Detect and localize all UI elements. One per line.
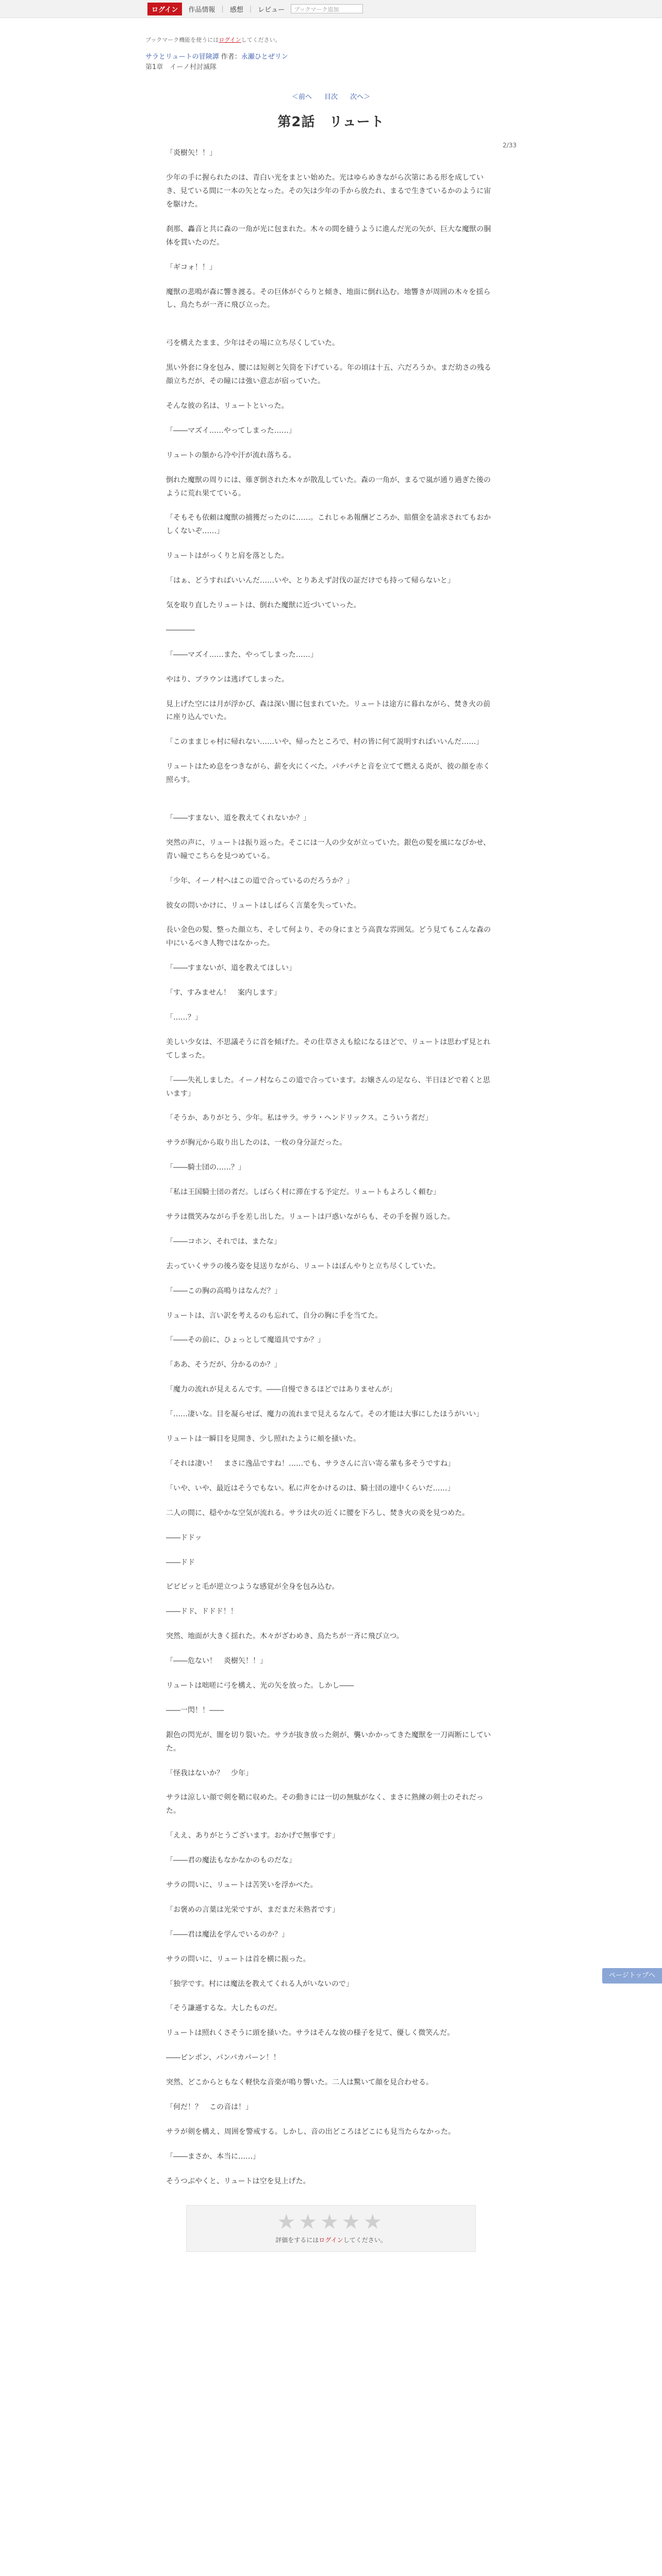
novel-paragraph: ――――	[166, 625, 195, 634]
novel-paragraph: 魔獣の悲鳴が森に響き渡る。その巨体がぐらりと傾き、地面に倒れ込む。地響きが周囲の木々を揺らし、鳥たちが一斉に飛び立った。	[166, 287, 491, 310]
novel-paragraph: サラは微笑みながら手を差し出した。リュートは戸惑いながらも、その手を握り返した。	[166, 1213, 455, 1222]
novel-paragraph: リュートは、言い訳を考えるのも忘れて、自分の胸に手を当てた。	[166, 1311, 383, 1320]
novel-paragraph	[166, 799, 496, 812]
novel-paragraph: 「独学です。村には魔法を教えてくれる人がいないので」	[166, 1979, 353, 1988]
novel-paragraph: やはり、ブラウンは逃げてしまった。	[166, 675, 289, 684]
nav-impressions[interactable]: 感想	[229, 6, 243, 14]
top-bar	[0, 0, 662, 18]
novel-paragraph: 「――マズイ……やってしまった……」	[166, 426, 296, 435]
novel-paragraph: 「ええ、ありがとうございます。おかげで無事です」	[166, 1832, 339, 1840]
toc-link[interactable]: 目次	[324, 93, 338, 101]
star-icon[interactable]: ★★★★★	[277, 2210, 385, 2234]
nav-separator: |	[221, 5, 224, 13]
novel-paragraph: 倒れた魔獣の周りには、薙ぎ倒された木々が散乱していた。森の一角が、まるで嵐が通り過ぎた後のように荒れ果てている。	[166, 476, 491, 498]
novel-paragraph: ――一閃！！――	[166, 1706, 224, 1715]
rating-note-text: してください。	[343, 2236, 387, 2244]
novel-paragraph: 気を取り直したリュートは、倒れた魔獣に近づいていった。	[166, 601, 361, 609]
bookmark-note-text: ブックマーク機能を使うには	[145, 37, 219, 43]
novel-paragraph: 「す、すみません！ 案内します」	[166, 989, 281, 997]
chapter-name: 第1章 イーノ村討滅隊	[145, 63, 217, 72]
novel-paragraph: 「魔力の流れが見えるんです。――自慢できるほどではありませんが」	[166, 1385, 396, 1394]
novel-paragraph: 黒い外套に身を包み、腰には短剣と矢筒を下げている。年の頃は十五、六だろうか。まだ幼さの残る顔立ちだが、その瞳には強い意志が宿っていた。	[166, 364, 491, 386]
novel-paragraph: 「怪我はないか？ 少年」	[166, 1769, 253, 1777]
novel-paragraph: 「――すまないが、道を教えてほしい」	[166, 964, 296, 973]
bookmark-login-link[interactable]: ログイン	[219, 37, 241, 43]
nav-separator: |	[249, 5, 252, 13]
novel-paragraph: ――ドド	[166, 1558, 195, 1567]
novel-paragraph: サラが剣を構え、周囲を警戒する。しかし、音の出どころはどこにも見当たらなかった。	[166, 2127, 455, 2136]
novel-paragraph: リュートは一瞬目を見開き、少し照れたように頬を掻いた。	[166, 1435, 361, 1444]
novel-paragraph: ――ドドッ	[166, 1533, 202, 1542]
novel-paragraph: 「――君は魔法を学んでいるのか？」	[166, 1930, 289, 1939]
novel-paragraph: 「そうか、ありがとう、少年。私はサラ。サラ・ヘンドリックス。こういう者だ」	[166, 1114, 433, 1123]
bookmark-add-box[interactable]: ブックマーク追加	[291, 4, 363, 13]
novel-paragraph: リュートはため息をつきながら、薪を火にくべた。パチパチと音を立てて燃える炎が、彼の顔を赤く照らす。	[166, 762, 490, 785]
author-label: 作者：	[221, 53, 241, 61]
next-link[interactable]: 次へ＞	[350, 93, 371, 101]
novel-paragraph: ビビビッと毛が逆立つような感覚が全身を包み込む。	[166, 1583, 339, 1591]
novel-paragraph: 「――すまない、道を教えてくれないか？」	[166, 814, 310, 822]
novel-paragraph: 「――騎士団の……？」	[166, 1163, 245, 1172]
bookmark-note-text: してください。	[241, 37, 281, 43]
nav-reviews[interactable]: レビュー	[258, 6, 285, 14]
series-title-link[interactable]: サラとリュートの冒険譚	[145, 53, 219, 61]
author-link[interactable]: 永瀬ひとぜリン	[241, 53, 288, 61]
novel-paragraph: 「それは凄い！ まさに逸品ですね！……でも、サラさんに言い寄る輩も多そうですね」	[166, 1459, 455, 1468]
novel-paragraph: そんな彼の名は、リュートといった。	[166, 401, 289, 410]
page-top-button[interactable]: ページトップへ	[602, 1968, 662, 1984]
novel-paragraph: 刹那、轟音と共に森の一角が光に包まれた。木々の間を縫うように進んだ光の矢が、巨大な魔獣の胴体を貫いたのだ。	[166, 225, 491, 247]
novel-paragraph: 弓を構えたまま、少年はその場に立ち尽くしていた。	[166, 339, 339, 348]
novel-paragraph: 見上げた空には月が浮かび、森は深い闇に包まれていた。リュートは途方に暮れながら、焚き火の前に座り込んでいた。	[166, 700, 491, 722]
novel-paragraph: 「いや、いや、最近はそうでもない。私に声をかけるのは、騎士団の連中くらいだ……」	[166, 1484, 455, 1493]
novel-meta	[145, 52, 517, 73]
novel-paragraph: 「ギコォ！！」	[166, 263, 217, 272]
novel-paragraph: 美しい少女は、不思議そうに首を傾げた。その仕草さえも絵になるほどで、リュートは思わず見とれてしまった。	[166, 1038, 491, 1060]
novel-paragraph: 「――危ない！ 炎樹矢！！」	[166, 1657, 267, 1666]
novel-content	[145, 36, 517, 2252]
novel-paragraph: 突然、どこからともなく軽快な音楽が鳴り響いた。二人は驚いて顔を見合わせる。	[166, 2078, 433, 2087]
rating-login-link[interactable]: ログイン	[319, 2236, 343, 2244]
novel-paragraph: 「私は王国騎士団の者だ。しばらく村に滞在する予定だ。リュートもよろしく頼む」	[166, 1188, 440, 1197]
prev-link[interactable]: ＜前へ	[291, 93, 312, 101]
novel-paragraph	[166, 324, 496, 337]
novel-paragraph: サラが胸元から取り出したのは、一枚の身分証だった。	[166, 1139, 346, 1147]
novel-paragraph: ――ピンポン、パンパカパーン！！	[166, 2054, 280, 2062]
rating-note-text: 評価をするには	[275, 2236, 319, 2244]
novel-paragraph: 「少年、イーノ村へはこの道で合っているのだろうか？」	[166, 876, 354, 885]
novel-paragraph: 「お褒めの言葉は光栄ですが、まだまだ未熟者です」	[166, 1905, 339, 1914]
novel-paragraph: 「このままじゃ村に帰れない……いや、帰ったところで、村の皆に何て説明すればいいんだ……」	[166, 738, 484, 747]
novel-paragraph: 「……？」	[166, 1013, 202, 1022]
page-number: 2/33	[503, 142, 517, 149]
novel-paragraph: サラの問いに、リュートは首を横に振った。	[166, 1955, 310, 1963]
novel-paragraph: ――ドド、ドドド！！	[166, 1607, 238, 1616]
novel-paragraph: 長い金色の髪、整った顔立ち、そして何より、その身にまとう高貴な雰囲気。どう見てもこんな森の中にいるべき人物ではなかった。	[166, 926, 491, 948]
novel-paragraph: 「ああ、そうだが、分かるのか？」	[166, 1361, 282, 1369]
novel-paragraph: 「……凄いな。目を凝らせば、魔力の流れまで見えるなんて。その才能は大事にしたほうがいい」	[166, 1410, 484, 1419]
nav-work-info[interactable]: 作品情報	[188, 6, 216, 14]
novel-paragraph: 少年の手に握られたのは、青白い光をまとい始めた。光はゆらめきながら次第にある形を成していき、見ている間に一本の矢となった。その矢は少年の手から放たれ、まるで生きているかのように宙を駆けた。	[166, 174, 491, 209]
chapter-title: 第2話 リュート	[277, 114, 385, 130]
novel-paragraph: 「――その前に、ひょっとして魔道具ですか？」	[166, 1336, 325, 1345]
novel-paragraph: 突然、地面が大きく揺れた。木々がざわめき、鳥たちが一斉に飛び立つ。	[166, 1632, 404, 1641]
novel-paragraph: 「――君の魔法もなかなかのものだな」	[166, 1856, 296, 1865]
novel-paragraph: そうつぶやくと、リュートは空を見上げた。	[166, 2177, 310, 2185]
novel-paragraph: 「――コホン、それでは、またな」	[166, 1237, 281, 1246]
novel-paragraph: 突然の声に、リュートは振り返った。そこには一人の少女が立っていた。銀色の髪を風になびかせ、青い瞳でこちらを見つめている。	[166, 838, 491, 860]
novel-body	[145, 147, 517, 2188]
novel-paragraph: 「何だ！？ この音は！」	[166, 2103, 253, 2111]
novel-paragraph: 彼女の問いかけに、リュートはしばらく言葉を失っていた。	[166, 901, 361, 910]
novel-paragraph: リュートは照れくさそうに頭を掻いた。サラはそんな彼の様子を見て、優しく微笑んだ。	[166, 2029, 455, 2038]
novel-paragraph: 「――マズイ……また、やってしまった……」	[166, 650, 318, 659]
novel-paragraph: サラの問いに、リュートは苦笑いを浮かべた。	[166, 1880, 318, 1889]
pager	[145, 91, 517, 101]
novel-paragraph: 「炎樹矢！！」	[166, 149, 217, 158]
novel-paragraph: 「――失礼しました。イーノ村ならこの道で合っています。お嬢さんの足なら、半日ほどで着くと思います」	[166, 1076, 490, 1098]
login-button[interactable]: ログイン	[147, 3, 182, 15]
novel-paragraph: リュートはがっくりと肩を落とした。	[166, 552, 289, 561]
rating-box	[186, 2205, 476, 2252]
novel-paragraph: 「はぁ、どうすればいいんだ……いや、とりあえず討伐の証だけでも持って帰らないと」	[166, 577, 455, 585]
novel-paragraph: 「そもそも依頼は魔獣の捕獲だったのに……。これじゃあ報酬どころか、賠償金を請求されてもおかしくないぞ……」	[166, 514, 491, 536]
novel-paragraph: 「そう謙遜するな。大したものだ。	[166, 2004, 282, 2013]
novel-paragraph: 銀色の閃光が、闇を切り裂いた。サラが抜き放った剣が、襲いかかってきた魔獣を一刀両断にしていた。	[166, 1731, 491, 1753]
bookmark-note	[145, 36, 517, 44]
novel-paragraph: 「――まさか、本当に……」	[166, 2152, 260, 2161]
novel-paragraph: 二人の間に、穏やかな空気が流れる。サラは火の近くに腰を下ろし、焚き火の炎を見つめた。	[166, 1509, 469, 1517]
novel-paragraph: 去っていくサラの後ろ姿を見送りながら、リュートはぼんやりと立ち尽くしていた。	[166, 1262, 440, 1270]
novel-paragraph: リュートの額から冷や汗が流れ落ちる。	[166, 451, 296, 460]
rating-note	[187, 2235, 475, 2244]
novel-paragraph: サラは涼しい顔で剣を鞘に収めた。その動きには一切の無駄がなく、まさに熟練の剣士のそれだった。	[166, 1793, 484, 1816]
novel-paragraph: リュートは咄嗟に弓を構え、光の矢を放った。しかし――	[166, 1681, 354, 1690]
novel-paragraph: 「――この胸の高鳴りはなんだ？」	[166, 1286, 282, 1295]
